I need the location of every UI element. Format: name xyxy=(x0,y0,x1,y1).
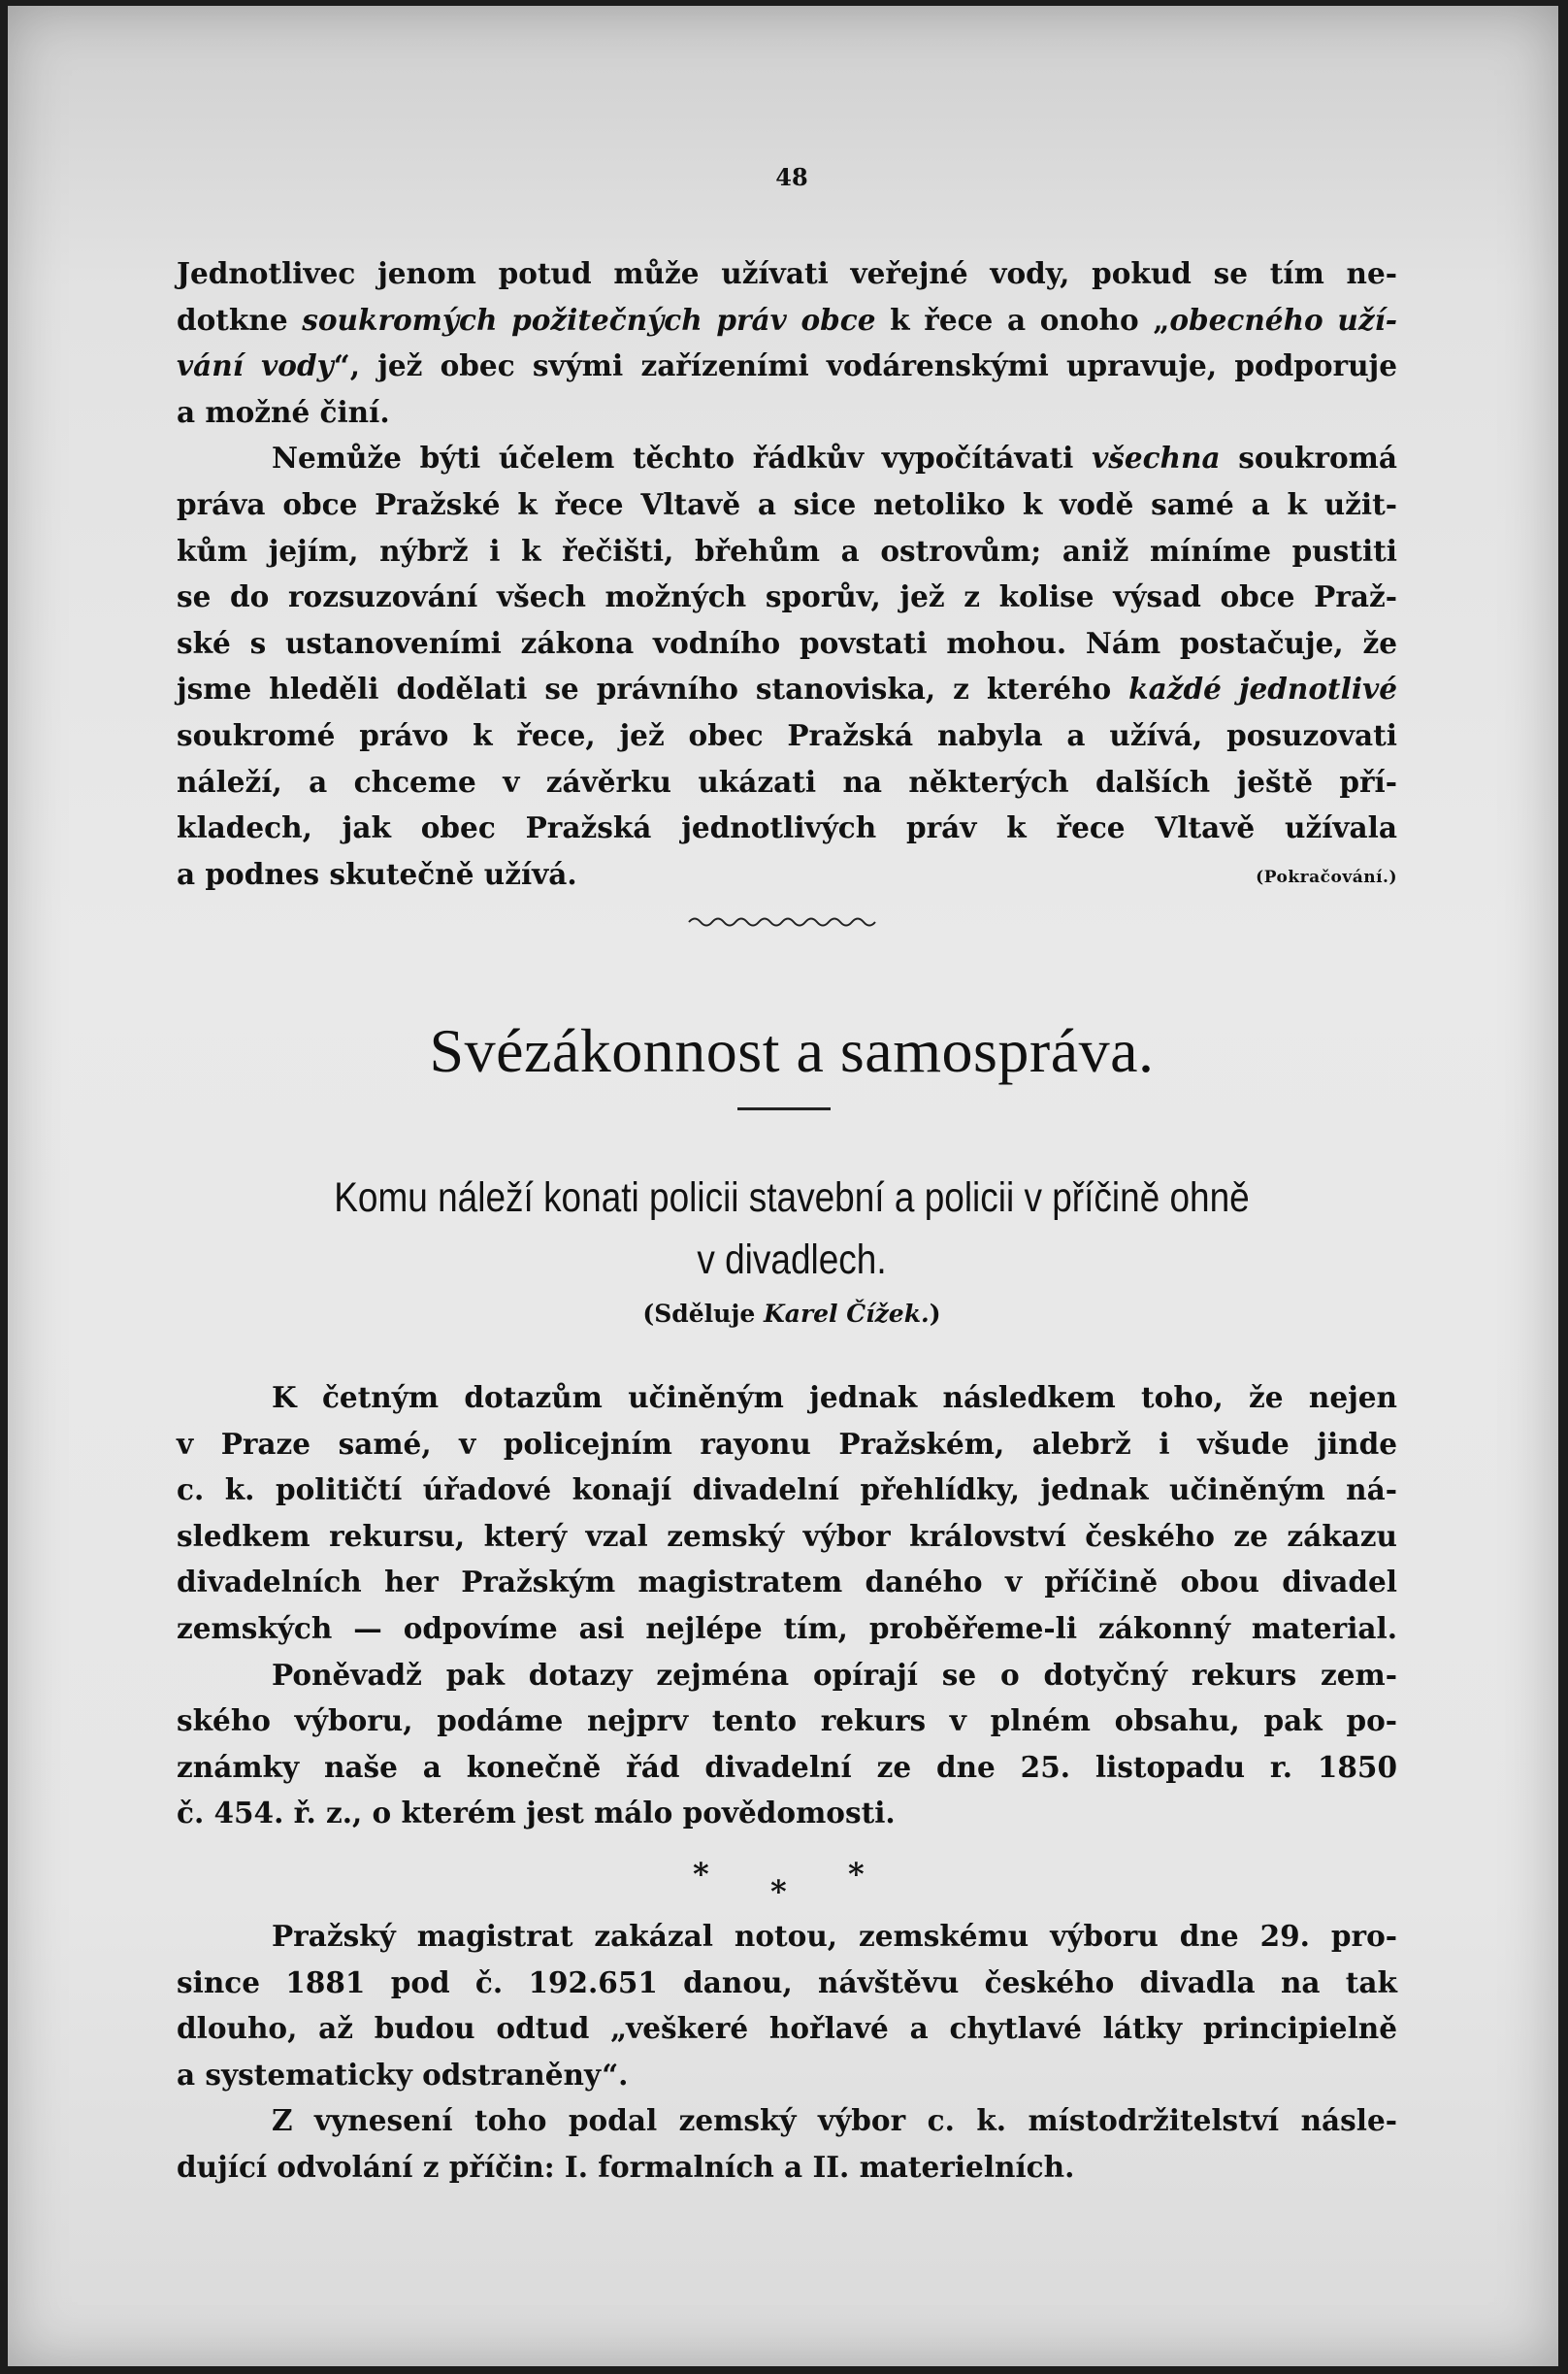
article-title-line: v divadlech. xyxy=(697,1236,887,1283)
text-line: Jednotlivec jenom potud může užívati veřejné vody, pokud se tím ne- xyxy=(177,256,1397,290)
byline-prefix: (Sděluje xyxy=(642,1300,765,1328)
wave-divider xyxy=(687,912,881,932)
text-line: ské s ustanoveními zákona vodního povstati mohou. Nám postačuje, že xyxy=(177,625,1397,660)
text-line: v Praze samé, v policejním rayonu Pražském, alebrž i všude jinde xyxy=(177,1426,1397,1461)
text-line: práva obce Pražské k řece Vltavě a sice netoliko k vodě samé a k užit- xyxy=(177,486,1397,521)
text-line: Poněvadž pak dotazy zejména opírají se o dotyčný rekurs zem- xyxy=(272,1657,1397,1692)
page-number: 48 xyxy=(775,163,808,191)
paragraph-2 xyxy=(177,435,1397,897)
text-line-content: a podnes skutečně užívá. xyxy=(177,856,577,891)
section-title: Svézákonnost a samospráva. xyxy=(429,1016,1155,1085)
asterisk: * xyxy=(770,1873,787,1910)
text-line: a systematicky odstraněny“. xyxy=(177,2057,629,2092)
paragraph-3 xyxy=(177,1374,1397,1652)
text-line: sledkem rekursu, který vzal zemský výbor království českého ze zákazu xyxy=(177,1518,1397,1553)
title-divider xyxy=(737,1107,831,1110)
text-line: dotkne soukromých požitečných práv obce k řece a onoho „obecného uží- xyxy=(177,302,1398,337)
intro-paragraph xyxy=(177,250,1397,901)
text-line: divadelních her Pražským magistratem daného v příčině obou divadel xyxy=(177,1565,1397,1599)
text-line: zemských — odpovíme asi nejlépe tím, proběřeme-li zákonný material. xyxy=(177,1610,1397,1645)
text-line: kům jejím, nýbrž i k řečišti, břehům a ostrovům; aniž míníme pustiti xyxy=(177,533,1397,568)
text-line: K četným dotazům učiněným jednak následkem toho, že nejen xyxy=(272,1380,1397,1414)
text-line xyxy=(177,851,1397,898)
byline-suffix: ) xyxy=(929,1300,941,1328)
page-sheet xyxy=(8,6,1558,2366)
article-body-1 xyxy=(177,1374,1397,1836)
text-line: náleží, a chceme v závěrku ukázati na některých dalších ještě pří- xyxy=(177,764,1397,799)
text-line: dlouho, až budou odtud „veškeré hořlavé a chytlavé látky principielně xyxy=(177,2011,1397,2046)
text-line: kladech, jak obec Pražská jednotlivých práv k řece Vltavě užívala xyxy=(177,810,1397,845)
continued-note: (Pokračování.) xyxy=(1256,867,1397,887)
text-line: č. 454. ř. z., o kterém jest málo povědomosti. xyxy=(177,1796,896,1830)
byline-author: Karel Čížek. xyxy=(764,1300,930,1328)
asterisk: * xyxy=(848,1856,865,1893)
paragraph-5 xyxy=(177,1913,1397,2097)
text-line: Z vynesení toho podal zemský výbor c. k. místodržitelství násle- xyxy=(272,2103,1397,2138)
text-line: Pražský magistrat zakázal notou, zemskému výboru dne 29. pro- xyxy=(272,1919,1397,1953)
text-line: soukromé právo k řece, jež obec Pražská nabyla a užívá, posuzovati xyxy=(177,717,1397,752)
paragraph-4 xyxy=(177,1652,1397,1836)
text-line: ského výboru, podáme nejprv tento rekurs v plném obsahu, pak po- xyxy=(177,1703,1397,1738)
text-line: známky naše a konečně řád divadelní ze dne 25. listopadu r. 1850 xyxy=(177,1749,1397,1784)
article-body-2 xyxy=(177,1913,1397,2191)
text-line: c. k. političtí úřadové konají divadelní přehlídky, jednak učiněným ná- xyxy=(177,1472,1397,1507)
text-line: since 1881 pod č. 192.651 danou, návštěvu českého divadla na tak xyxy=(177,1964,1397,1999)
article-title-line: Komu náleží konati policii stavební a policii v příčině ohně xyxy=(334,1174,1250,1221)
text-line: jsme hleděli dodělati se právního stanoviska, z kterého každé jednotlivé xyxy=(177,672,1397,707)
byline xyxy=(8,1300,1568,1328)
text-line: a možné činí. xyxy=(177,394,390,429)
asterisk: * xyxy=(693,1856,709,1893)
text-line: Nemůže býti účelem těchto řádkův vypočítávati všechna soukromá xyxy=(272,441,1397,476)
paragraph-6 xyxy=(177,2097,1397,2190)
paragraph-1 xyxy=(177,250,1397,435)
text-line: vání vody“, jež obec svými zařízeními vodárenskými upravuje, podporuje xyxy=(177,348,1397,383)
article-title xyxy=(217,1167,1365,1291)
text-line: dující odvolání z příčin: I. formalních a II. materielních. xyxy=(177,2149,1075,2184)
text-line: se do rozsuzování všech možných sporův, jež z kolise výsad obce Praž- xyxy=(177,579,1397,614)
